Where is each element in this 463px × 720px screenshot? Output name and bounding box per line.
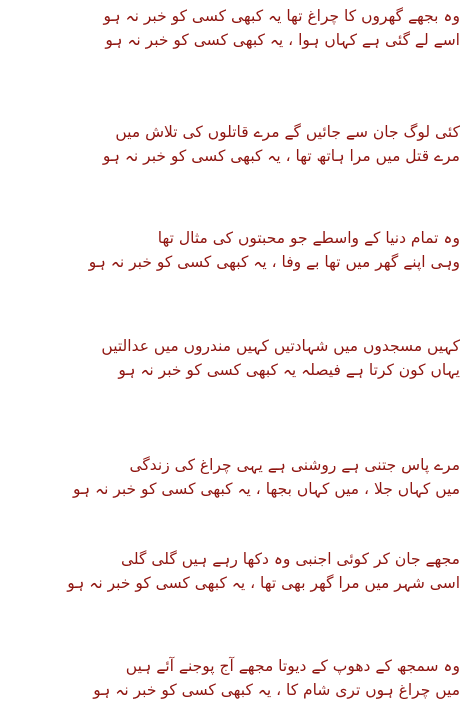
poem bbox=[50, 0, 460, 720]
verse-line: اسی شہر میں مرا گھر بھی تھا ، یہ کبھی کسی کو خبر نہ ہو bbox=[67, 574, 460, 592]
verse-line: کئی لوگ جان سے جائیں گے مرے قاتلوں کی تلاش میں bbox=[115, 123, 460, 141]
stanza-1 bbox=[50, 4, 460, 52]
verse-line: میں کہاں جلا ، میں کہاں بجھا ، یہ کبھی کسی کو خبر نہ ہو bbox=[72, 480, 460, 498]
verse-line: کہیں مسجدوں میں شہادتیں کہیں مندروں میں عدالتیں bbox=[101, 337, 460, 355]
verse-line: وہ تمام دنیا کے واسطے جو محبتوں کی مثال تھا bbox=[157, 229, 460, 247]
stanza-2 bbox=[50, 120, 460, 168]
verse-line: وہی اپنے گھر میں تھا بے وفا ، یہ کبھی کسی کو خبر نہ ہو bbox=[88, 253, 460, 271]
stanza-4 bbox=[50, 334, 460, 382]
verse-line: مرے پاس جتنی ہے روشنی ہے یہی چراغ کی زندگی bbox=[129, 456, 460, 474]
verse-line: وہ سمجھ کے دھوپ کے دیوتا مجھے آج پوجنے آئے ہیں bbox=[125, 657, 460, 675]
verse-line: اسے لے گئی ہے کہاں ہوا ، یہ کبھی کسی کو خبر نہ ہو bbox=[105, 31, 460, 49]
verse-line: میں چراغ ہوں تری شام کا ، یہ کبھی کسی کو خبر نہ ہو bbox=[93, 681, 460, 699]
stanza-7 bbox=[50, 654, 460, 702]
stanza-6 bbox=[50, 547, 460, 595]
verse-line: مرے قتل میں مرا ہاتھ تھا ، یہ کبھی کسی کو خبر نہ ہو bbox=[102, 147, 460, 165]
verse-line: یہاں کون کرتا ہے فیصلہ یہ کبھی کسی کو خبر نہ ہو bbox=[118, 361, 460, 379]
stanza-5 bbox=[50, 453, 460, 501]
verse-line: وہ بجھے گھروں کا چراغ تھا یہ کبھی کسی کو خبر نہ ہو bbox=[103, 7, 460, 25]
verse-line: مجھے جان کر کوئی اجنبی وہ دکھا رہے ہیں گلی گلی bbox=[121, 550, 460, 568]
stanza-3 bbox=[50, 226, 460, 274]
